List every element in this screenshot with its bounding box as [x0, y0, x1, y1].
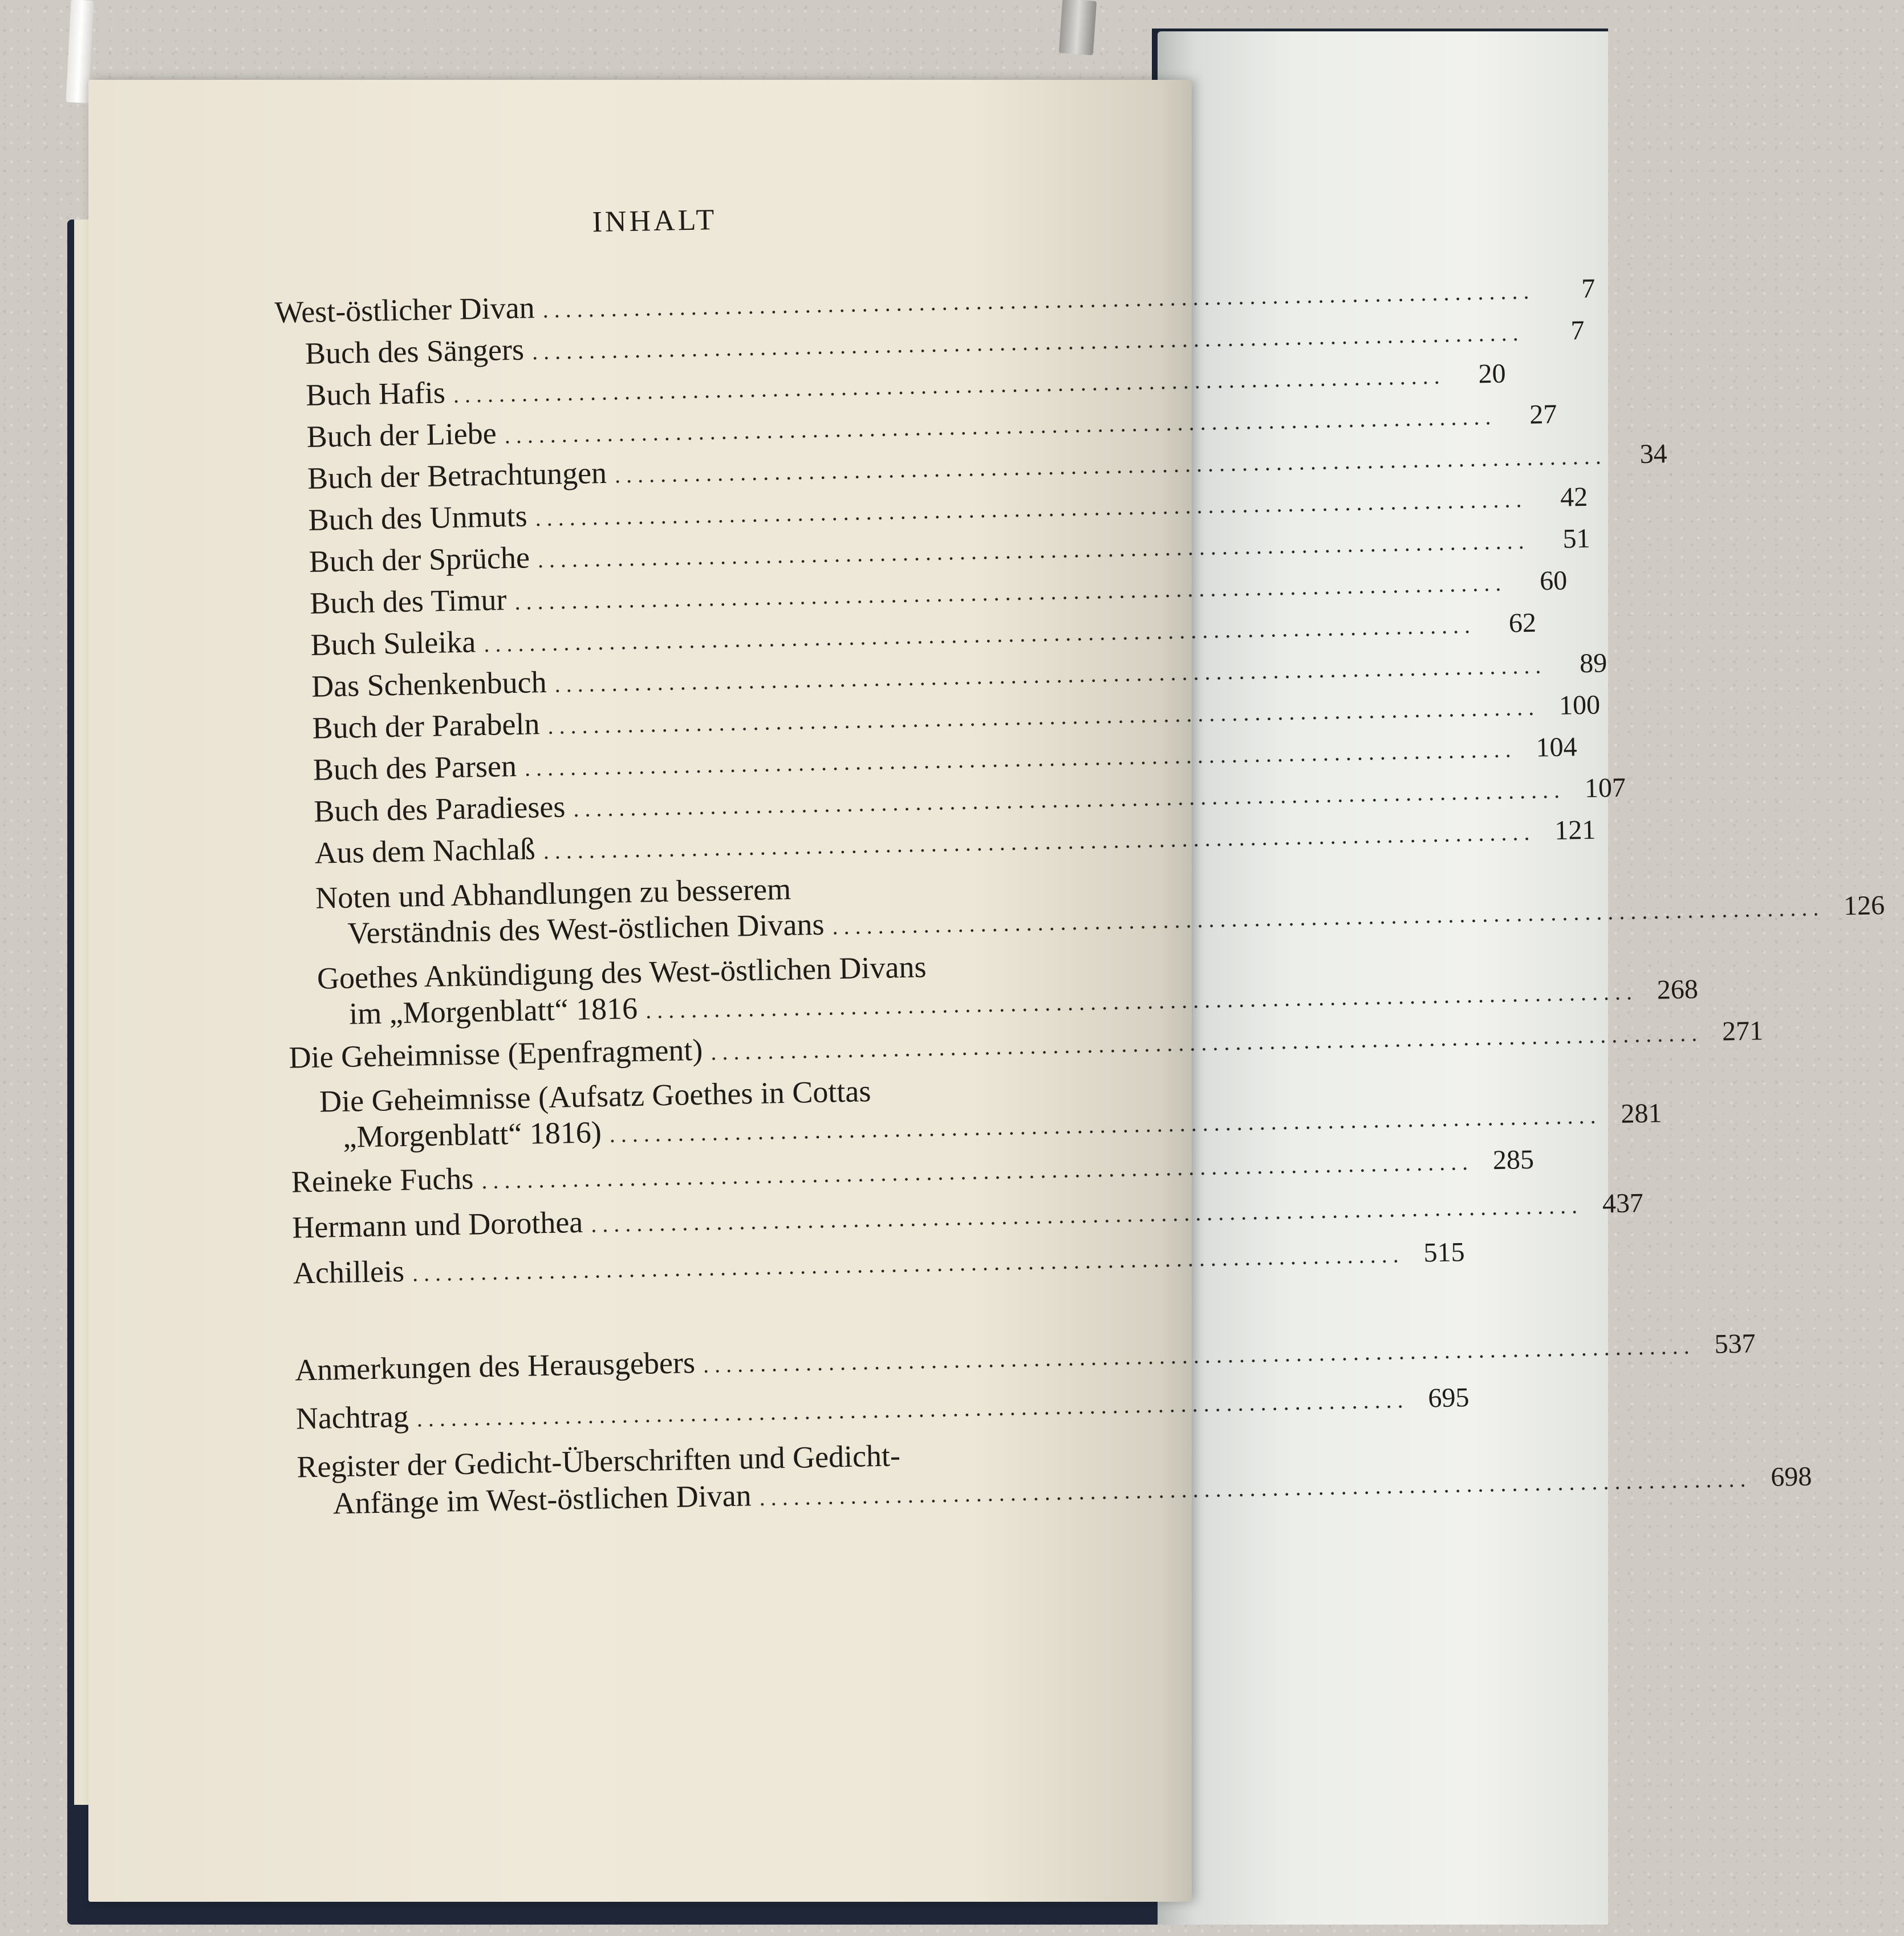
toc-entry-page: 695 [1427, 1382, 1469, 1414]
toc-leader-dots: ....................................................................................... [590, 1192, 1584, 1237]
toc-entry-page: 42 [1560, 481, 1588, 513]
toc-entry-page: 100 [1558, 689, 1601, 721]
toc-entry-line1: Register der Gedicht-Überschriften und Gedicht- [296, 1438, 901, 1484]
toc-leader-dots: ....................................................................................... [547, 694, 1540, 739]
toc-entry-page: 20 [1478, 358, 1507, 389]
toc-entry [291, 1188, 1644, 1248]
toc-entry-line1: Die Geheimnisse (Aufsatz Goethes in Cottas [319, 1074, 871, 1119]
toc-entry-label: Buch des Paradieses [313, 789, 566, 829]
toc-entry-page: 537 [1714, 1328, 1756, 1359]
toc-leader-dots: ....................................................................................... [614, 443, 1607, 488]
toc-leader-dots: ....................................................................................... [759, 1466, 1752, 1511]
toc-entry-label: Buch der Betrachtungen [307, 455, 607, 496]
toc-entry-label: Buch der Liebe [306, 416, 497, 454]
toc-entry-page: 437 [1602, 1188, 1644, 1219]
toc-leader-dots: ....................................................................................... [609, 1102, 1602, 1147]
toc-entry-page: 34 [1639, 439, 1668, 470]
toc-entry-label: Buch Suleika [310, 624, 476, 662]
toc-entry-page: 60 [1539, 565, 1568, 596]
toc-entry-label: Verständnis des West-östlichen Divans [347, 907, 825, 951]
toc-entry-page: 107 [1584, 772, 1626, 803]
toc-entry-label: Buch der Parabeln [312, 707, 540, 745]
toc-entry-page: 51 [1562, 523, 1591, 554]
toc-entry-label: Anmerkungen des Herausgebers [294, 1345, 696, 1387]
toc-entry-page: 515 [1423, 1237, 1465, 1268]
toc-leader-dots: ....................................................................................... [703, 1333, 1696, 1378]
toc-entry-page: 285 [1492, 1144, 1534, 1176]
toc-entry-label: Buch Hafis [305, 375, 446, 412]
toc-entry-label: Reineke Fuchs [291, 1161, 474, 1199]
toc-entry-page: 104 [1536, 732, 1578, 763]
toc-leader-dots: ....................................................................................... [416, 1387, 1409, 1432]
toc-leader-dots: ....................................................................................... [481, 1148, 1474, 1194]
toc-entry-label: Buch des Parsen [312, 748, 517, 787]
toc-leader-dots: ....................................................................................... [483, 612, 1476, 657]
toc-leader-dots: ....................................................................................... [514, 570, 1507, 615]
toc-entry-label: Buch des Timur [309, 582, 508, 620]
toc-leader-dots: ....................................................................................... [531, 319, 1525, 365]
toc-entry-label: Buch der Sprüche [308, 540, 530, 579]
toc-entry-label: Achilleis [293, 1253, 405, 1290]
toc-leader-dots: ....................................................................................... [535, 486, 1528, 531]
toc-entry-page: 281 [1620, 1098, 1662, 1129]
toc-leader-dots: ....................................................................................... [573, 777, 1566, 822]
toc-entry-label: Die Geheimnisse (Epenfragment) [289, 1032, 703, 1075]
toc-entry-page: 268 [1657, 974, 1699, 1005]
toc-entry-page: 698 [1770, 1461, 1812, 1492]
toc-entry-line1: Goethes Ankündigung des West-östlichen Divans [316, 949, 927, 996]
toc-leader-dots: ....................................................................................... [537, 527, 1530, 573]
toc-entry-page: 126 [1843, 890, 1885, 922]
toc-leader-dots: ....................................................................................... [543, 819, 1536, 864]
toc-entry-page: 7 [1581, 273, 1596, 304]
toc-leader-dots: ....................................................................................... [542, 278, 1535, 323]
toc-entry [295, 1382, 1469, 1440]
toc-entry [294, 1328, 1756, 1391]
toc-leader-dots: ....................................................................................... [524, 736, 1517, 781]
toc-entry-label: im „Morgenblatt“ 1816 [348, 991, 638, 1031]
toc-entry-page: 7 [1570, 315, 1585, 346]
toc-entry-page: 271 [1722, 1016, 1764, 1047]
toc-title: INHALT [592, 204, 717, 239]
toc-leader-dots: ....................................................................................... [504, 403, 1497, 449]
toc-entry-label: Aus dem Nachlaß [314, 831, 536, 870]
toc-entry-label: Nachtrag [295, 1399, 409, 1436]
toc-entry-page: 89 [1579, 648, 1607, 679]
toc-entry-line1: Noten und Abhandlungen zu besserem [315, 871, 791, 915]
toc-entry-page: 27 [1529, 399, 1557, 430]
toc-entry-page: 62 [1508, 607, 1537, 639]
toc-entry-label: Anfänge im West-östlichen Divan [332, 1478, 752, 1521]
toc-entry-page: 121 [1554, 814, 1596, 846]
toc-entry-label: Buch des Unmuts [308, 498, 528, 537]
toc-leader-dots: ....................................................................................... [554, 652, 1547, 697]
toc-leader-dots: ....................................................................................... [832, 894, 1825, 940]
toc-entry-label: Das Schenkenbuch [311, 664, 547, 704]
toc-entry-label: „Morgenblatt“ 1816) [342, 1115, 602, 1154]
toc-entry-label: Buch des Sängers [305, 332, 525, 371]
toc-entry [293, 1237, 1465, 1294]
toc-leader-dots: ....................................................................................... [645, 979, 1638, 1024]
toc-leader-dots: ....................................................................................... [710, 1020, 1703, 1065]
toc-entry-label: West-östlicher Divan [274, 290, 535, 330]
toc-leader-dots: ....................................................................................... [453, 363, 1446, 408]
toc-entry-label: Hermann und Dorothea [291, 1204, 583, 1245]
toc-leader-dots: ....................................................................................... [412, 1241, 1405, 1286]
